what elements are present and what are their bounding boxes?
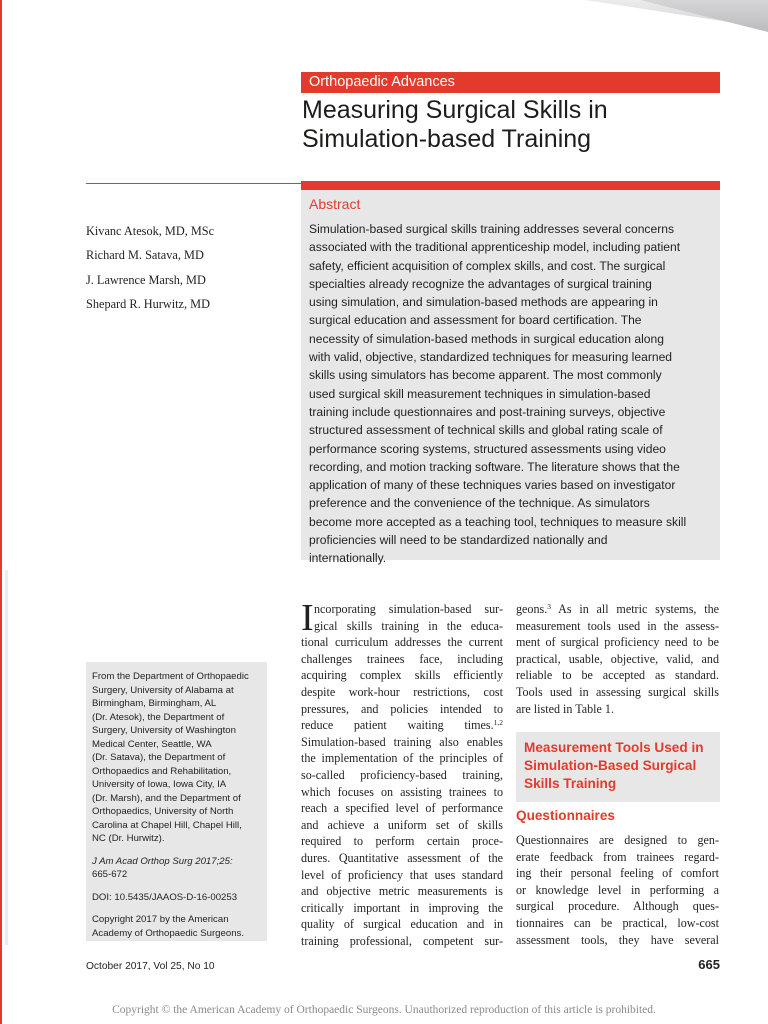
section-heading-line: Measurement Tools Used in bbox=[524, 740, 704, 755]
citation-line: 665-672 bbox=[92, 869, 128, 880]
reference-marker: 3 bbox=[547, 602, 551, 611]
author-name: J. Lawrence Marsh, MD bbox=[86, 272, 206, 287]
body-line: which focuses on assisting trainees to bbox=[301, 784, 503, 799]
body-line: quality of surgical education and in bbox=[301, 917, 503, 932]
abstract-heading: Abstract bbox=[309, 196, 361, 212]
abstract-line: using simulation, and simulation-based methods are appearing in bbox=[309, 295, 658, 310]
title-line: Measuring Surgical Skills in bbox=[302, 96, 608, 124]
body-line: dures. Quantitative assessment of the bbox=[301, 850, 503, 865]
section-heading bbox=[524, 739, 720, 793]
body-line: ment of surgical proficiency need to be bbox=[516, 635, 719, 650]
abstract-line: recording, and motion tracking software. The literature shows that the bbox=[309, 459, 680, 474]
abstract-line: used surgical skill measurement techniques in simulation-based bbox=[309, 386, 651, 401]
author-name: Kivanc Atesok, MD, MSc bbox=[86, 224, 215, 238]
body-line: the implementation of the principles of bbox=[301, 751, 503, 766]
affiliation-line: (Dr. Atesok), the Department of bbox=[92, 711, 225, 723]
affiliation-line: (Dr. Marsh), and the Department of bbox=[92, 792, 241, 804]
body-line: assessment tools, they have several bbox=[516, 932, 719, 947]
body-line: ncorporating simulation-based sur- bbox=[314, 602, 503, 616]
page-number: 665 bbox=[698, 957, 720, 972]
drop-cap: I bbox=[301, 597, 314, 639]
abstract-line: with valid, objective, standardized techniques for measuring learned bbox=[309, 350, 673, 365]
abstract-line: Simulation-based surgical skills training addresses several concerns bbox=[309, 222, 674, 236]
author-list bbox=[86, 219, 214, 316]
citation-line: J Am Acad Orthop Surg 2017;25: bbox=[92, 855, 233, 867]
body-line: or knowledge level in performing a bbox=[516, 882, 719, 897]
body-line: reliable to be accepted as standard. bbox=[516, 668, 719, 683]
body-column-1 bbox=[301, 597, 503, 949]
body-column-2 bbox=[516, 601, 719, 717]
abstract-line: necessity of simulation-based methods in surgical education along bbox=[309, 331, 664, 346]
abstract-line: proficiencies will need to be standardized nationally and bbox=[309, 533, 608, 548]
section-label: Orthopaedic Advances bbox=[309, 74, 455, 90]
article-title bbox=[302, 96, 722, 154]
affiliation-line: Medical Center, Seattle, WA bbox=[92, 738, 212, 750]
abstract-line: performance scoring systems, structured assessments using video bbox=[309, 441, 666, 456]
body-line: reduce patient waiting times. bbox=[301, 718, 494, 733]
body-line: required to perform certain proce- bbox=[301, 834, 503, 849]
doi-line: DOI: 10.5435/JAAOS-D-16-00253 bbox=[92, 891, 238, 903]
body-line: are listed in Table 1. bbox=[516, 701, 615, 716]
body-column-2-continued bbox=[516, 832, 719, 948]
section-heading-line: Simulation-Based Surgical bbox=[524, 758, 697, 773]
spacer bbox=[92, 904, 264, 913]
body-line: despite work-hour restrictions, cost bbox=[301, 684, 503, 699]
body-line: critically important in improving the bbox=[301, 900, 503, 915]
affiliation-line: Surgery, University of Washington bbox=[92, 725, 236, 736]
body-line: measurement tools used in the assess- bbox=[516, 618, 719, 633]
body-line: level of proficiency that uses standard bbox=[301, 867, 503, 882]
body-line: and achieve a uniform set of skills bbox=[301, 817, 503, 832]
title-line: Simulation-based Training bbox=[302, 125, 592, 153]
section-heading-line: Skills Training bbox=[524, 776, 617, 791]
body-line: gical skills training in the educa- bbox=[314, 618, 503, 633]
body-line: challenges trainees face, including bbox=[301, 651, 503, 666]
abstract-line: become more accepted as a teaching tool, techniques to measure skill bbox=[309, 514, 687, 529]
spacer bbox=[92, 846, 264, 855]
body-line: practical, usable, objective, valid, and bbox=[516, 651, 719, 666]
subsection-heading: Questionnaires bbox=[516, 808, 615, 823]
body-line: tional curriculum addresses the current bbox=[301, 635, 503, 650]
affiliation-line: (Dr. Satava), the Department of bbox=[92, 752, 226, 763]
affiliation-line: University of Iowa, Iowa City, IA bbox=[92, 779, 227, 790]
body-line: pressures, and policies intended to bbox=[301, 701, 503, 716]
abstract-line: associated with the traditional apprenticeship model, including patient bbox=[309, 240, 681, 255]
affiliation-line: Orthopaedics, University of North bbox=[92, 806, 234, 817]
abstract-line: preference and the convenience of the technique. As simulators bbox=[309, 496, 650, 511]
affiliation-line: From the Department of Orthopaedic bbox=[92, 671, 249, 682]
body-line: Tools used in assessing surgical skills bbox=[516, 684, 719, 699]
author-name: Richard M. Satava, MD bbox=[86, 248, 204, 263]
page-corner-decoration bbox=[640, 0, 768, 32]
abstract-line: application of many of these techniques varies based on investigator bbox=[309, 478, 676, 493]
abstract-line: skills using simulators has become apparent. The most commonly bbox=[309, 368, 662, 383]
body-word: geons. bbox=[516, 602, 548, 616]
abstract-line: internationally. bbox=[309, 551, 387, 566]
body-line: ing their personal feeling of comfort bbox=[516, 866, 719, 881]
body-line-with-ref bbox=[516, 601, 719, 618]
author-name: Shepard R. Hurwitz, MD bbox=[86, 296, 210, 311]
abstract-line: structured assessment of technical skills and global rating scale of bbox=[309, 423, 663, 438]
body-line: acquiring complex skills efficiently bbox=[301, 668, 503, 683]
affiliation-line: Surgery, University of Alabama at bbox=[92, 684, 234, 696]
copyright-line: Copyright 2017 by the American bbox=[92, 914, 229, 925]
body-line: tionnaires can be practical, low-cost bbox=[516, 915, 719, 930]
abstract-line: surgical education and assessment for board certification. The bbox=[309, 313, 642, 328]
abstract-top-rule bbox=[301, 181, 720, 190]
copyright-line: Academy of Orthopaedic Surgeons. bbox=[92, 927, 244, 939]
reference-marker: 1,2 bbox=[493, 718, 503, 728]
affiliation-line: Carolina at Chapel Hill, Chapel Hill, bbox=[92, 819, 242, 831]
abstract-line: training include questionnaires and post-training surveys, objective bbox=[309, 404, 666, 419]
spacer bbox=[92, 882, 264, 891]
affiliation-line: Birmingham, Birmingham, AL bbox=[92, 698, 217, 709]
vertical-watermark bbox=[0, 570, 14, 950]
abstract-text bbox=[309, 220, 716, 568]
body-line: surgical procedure. Although ques- bbox=[516, 899, 719, 914]
affiliation-text bbox=[92, 670, 264, 940]
body-line: training professional, competent sur- bbox=[301, 933, 503, 948]
abstract-line: specialties already recognize the advantages of surgical training bbox=[309, 276, 652, 291]
body-line: erate feedback from trainees regard- bbox=[516, 849, 719, 864]
body-line: reach a specified level of performance bbox=[301, 801, 503, 816]
copyright-notice: Copyright © the American Academy of Orthopaedic Surgeons. Unauthorized reproduction of this article is prohibited. bbox=[112, 1004, 656, 1016]
affiliation-line: Orthopaedics and Rehabilitation, bbox=[92, 765, 232, 777]
body-line-with-ref bbox=[301, 717, 503, 734]
body-line: Simulation-based training also enables bbox=[301, 734, 503, 749]
affiliation-line: NC (Dr. Hurwitz). bbox=[92, 833, 165, 844]
issue-info: October 2017, Vol 25, No 10 bbox=[86, 961, 215, 972]
author-divider bbox=[86, 183, 301, 184]
body-line: so-called proficiency-based training, bbox=[301, 767, 503, 782]
body-line: Questionnaires are designed to gen- bbox=[516, 833, 719, 847]
abstract-line: safety, efficient acquisition of complex skills, and cost. The surgical bbox=[309, 258, 666, 273]
body-line: and objective metric measurements is bbox=[301, 884, 503, 899]
body-line: As in all metric systems, the bbox=[551, 602, 719, 616]
